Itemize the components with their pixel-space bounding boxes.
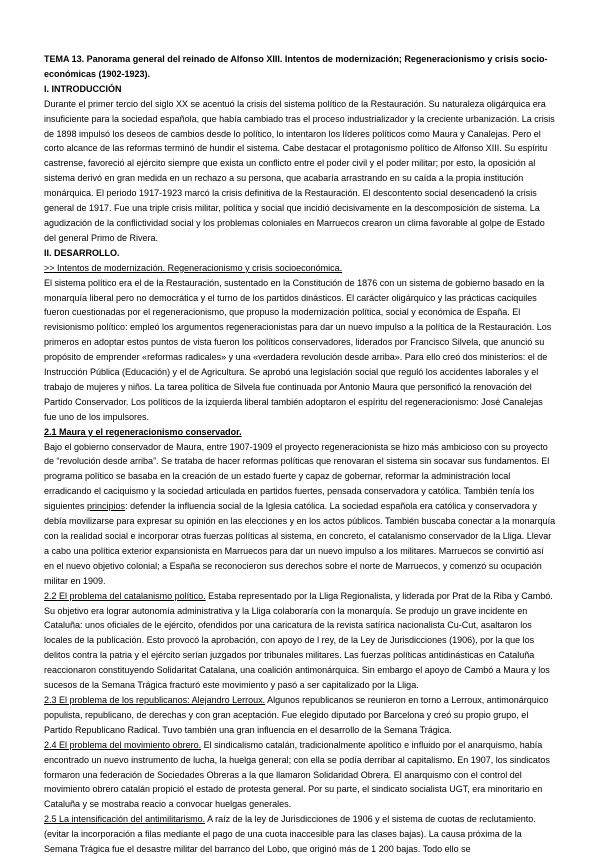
section-2-5-heading: 2.5 La intensificación del antimilitarismo. [44,814,206,825]
section-2-2-heading: 2.2 El problema del catalanismo político. [44,590,206,601]
principios-link[interactable]: principios [87,501,126,512]
section-2-5-text: A raíz de la ley de Jurisdicciones de 1906 y el sistema de cuotas de reclutamiento. (evitar la incorporación a filas mediante el pago de una cuota inaccesible para las clases bajas). La causa próxima de la Semana Trágica fue el desastre militar del barranco del Lobo, que originó más de 1 200 bajas. Todo ello se [44,814,536,855]
section-2-3-text: Algunos republicanos se reunieron en torno a Lerroux, antimonárquico populista, republicano, de derechas y con gran aceptación. Fue elegido diputado por Barcelona y creó su propio grupo, el Partido Republicano Radical. Tuvo también una gran influencia en el desarrollo de la Semana Trágica. [44,694,549,735]
desarrollo-subheading: >> Intentos de modernización. Regeneracionismo y crisis socioeconómica. [44,262,343,273]
section-2-1-paragraph [44,440,556,589]
section-2-3-heading: 2.3 El problema de los republicanos: Alejandro Lerroux. [44,694,266,705]
section-2-5-paragraph [44,812,556,857]
section-2-1-text-post: : defender la influencia social de la Iglesia católica. La sociedad española era católica y conservadora y debía movilizarse para expresar su opinión en las elecciones y en los actos públicos. También buscaba conectar a la monarquía con la realidad social e incorporar otras fuerzas políticas al sistema, en concreto, el catalanismo conservador de la Lliga. Llevar a cabo una política exterior expansionista en Marruecos para dar un nuevo impulso a los militares. Marruecos se convirtió así en el nuevo objetivo colonial; a España se reconocieron sus derechos sobre el norte de Marruecos, y comenzó su ocupación militar en 1909. [44,501,556,586]
intro-heading: I. INTRODUCCIÓN [44,83,122,94]
section-2-2-text: Estaba representado por la Lliga Regionalista, y liderada por Prat de la Riba y Cambó. Su objetivo era lograr autonomía administrativa y la Lliga colaboraría con la monarquía. Se produjo un grave incidente en Cataluña: unos oficiales de le ejército, ofendidos por una caricatura de la revista satírica nacionalista Cu-Cut, asaltaron los locales de la publicación. Esto provocó la aprobación, con apoyo de l rey, de la Ley de Jurisdicciones (1906), por la que los delitos contra la patria y el ejército serían juzgados por tribunales militares. Las fuerzas políticas antidinásticas en Cataluña reaccionaron constituyendo Solidaritat Catalana, una coalición antimonárquica. Sin embargo el apoyo de Cambó a Maura y los sucesos de la Semana Trágica fracturó este movimiento y pasó a ser capitalizado por la Lliga. [44,590,553,691]
section-2-3-paragraph [44,693,556,738]
section-2-4-text: El sindicalismo catalán, tradicionalmente apolítico e influido por el anarquismo, había encontrado un nuevo instrumento de lucha, la huelga general; con ella se podía derribar al capitalismo. En 1907, los sindicatos formaron una federación de Sociedades Obreras a la que llamaron Solidaridad Obrera. El anarquismo con el control del movimiento obrero catalán propició el estado de protesta general. Por su parte, el sindicato socialista UGT, era minoritario en Cataluña y se mostraba reacio a convocar huelgas generales. [44,739,550,810]
intro-paragraph: Durante el primer tercio del siglo XX se acentuó la crisis del sistema político de la Restauración. Su naturaleza oligárquica era insuficiente para la sociedad española, que había cambiado tras el proceso industrializador y la creciente urbanización. La crisis de 1898 impulsó los deseos de cambios desde lo político, lo intentaron los líderes políticos como Maura y Canalejas. Pero el corto alcance de las reformas terminó de hundir el sistema. Cabe destacar el protagonismo político de Alfonso XIII. Su espíritu castrense, favoreció al ejército siempre que exista un conflicto entre el poder civil y el poder militar; por esto, la oposición al sistema derivó en gran medida en un rechazo a su persona, que acabaría arrastrando en su caída a la propia institución monárquica. El periodo 1917-1923 marcó la crisis definitiva de la Restauración. El descontento social desencadenó la crisis general de 1917. Fue una triple crisis militar, política y social que incidió decisivamente en la descomposición de sistema. La agudización de la conflictividad social y los problemas coloniales en Marruecos crearon un clima favorable al golpe de Estado del general Primo de Rivera. [44,98,555,243]
section-2-4-paragraph [44,738,556,813]
desarrollo-paragraph: El sistema político era el de la Restauración, sustentado en la Constitución de 1876 con un sistema de gobierno basado en la monarquía liberal pero no democrática y el turno de los partidos dinásticos. El carácter oligárquico y las prácticas caciquiles fueron cuestionadas por el regeneracionismo, que propuso la modernización política, social y económica de España. El revisionismo político: empleó los argumentos regeneracionistas para dar un nuevo impulso a la política de la Restauración. Los primeros en adoptar estos puntos de vista fueron los políticos conservadores, liderados por Francisco Silvela, que anunció su propósito de emprender «reformas radicales» y una «verdadera revolución desde arriba». Para ello creó dos ministerios: el de Instrucción Pública (Educación) y el de Agricultura. Se aprobó una legislación social que reguló los accidentes laborales y el trabajo de mujeres y niños. La tarea política de Silvela fue continuada por Antonio Maura que personificó la renovación del Partido Conservador. Los políticos de la izquierda liberal también adoptaron el espíritu del regeneracionismo: José Canalejas fue uno de los impulsores. [44,277,552,422]
section-2-4-heading: 2.4 El problema del movimiento obrero. [44,739,202,750]
section-2-1-heading: 2.1 Maura y el regeneracionismo conservador. [44,426,242,437]
document-title: TEMA 13. Panorama general del reinado de Alfonso XIII. Intentos de modernización; Regeneracionismo y crisis socio-económicas (1902-1923). [44,54,548,79]
section-2-1-text-pre: Bajo el gobierno conservador de Maura, entre 1907-1909 el proyecto regeneracionista se hizo más ambicioso con su proyecto de “revolución desde arriba”. Se trataba de hacer reformas políticas que renovaran el sistema sin socavar sus fundamentos. El programa político se basaba en la creación de un estado fuerte y capaz de gobernar, reformar la administración local erradicando el caciquismo y la sociedad articulada en partidos fuertes, pensada conservadora y católica. También tenía los siguientes [44,441,550,512]
desarrollo-heading: II. DESARROLLO. [44,247,120,258]
section-2-2-paragraph [44,589,556,693]
